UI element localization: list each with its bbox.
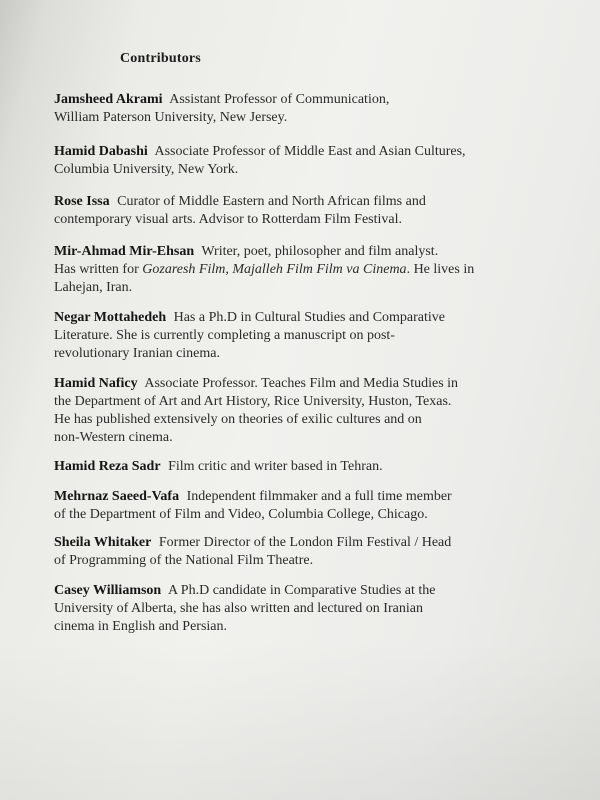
contributor-entry xyxy=(54,91,530,127)
entry-text: Associate Professor. Teaches Film and Media Studies in xyxy=(144,376,459,391)
contributor-name: Sheila Whitaker xyxy=(54,535,152,550)
entry-first-line xyxy=(54,243,530,261)
entry-text: A Ph.D candidate in Comparative Studies at the xyxy=(167,583,436,598)
entry-first-line xyxy=(54,488,530,506)
contributor-entry xyxy=(54,309,530,363)
entry-text: the Department of Art and Art History, Rice University, Huston, Texas. xyxy=(54,394,452,409)
entry-text: revolutionary Iranian cinema. xyxy=(54,346,220,361)
entry-text: Film critic and writer based in Tehran. xyxy=(168,459,383,474)
entry-text: University of Alberta, she has also written and lectured on Iranian xyxy=(54,601,423,616)
entry-text: Lahejan, Iran. xyxy=(54,280,133,295)
entry-text: of the Department of Film and Video, Columbia College, Chicago. xyxy=(54,507,428,522)
entry-first-line xyxy=(54,375,530,393)
entry-first-line xyxy=(54,309,530,327)
contributors-list xyxy=(54,91,530,636)
entry-first-line xyxy=(54,91,530,109)
contributor-name: Negar Mottahedeh xyxy=(54,310,167,325)
contributor-entry xyxy=(54,582,530,636)
contributor-name: Rose Issa xyxy=(54,194,110,209)
entry-first-line xyxy=(54,534,530,552)
entry-first-line xyxy=(54,143,530,161)
entry-text: Former Director of the London Film Festival / Head xyxy=(158,535,452,550)
contributor-entry xyxy=(54,243,530,297)
contributor-entry xyxy=(54,488,530,524)
entry-text: Has written for xyxy=(54,262,143,277)
entry-text: non-Western cinema. xyxy=(54,430,173,445)
entry-text: Independent filmmaker and a full time member xyxy=(186,489,452,504)
contributor-name: Jamsheed Akrami xyxy=(54,92,163,107)
entry-text: Has a Ph.D in Cultural Studies and Comparative xyxy=(173,310,446,325)
entry-text: contemporary visual arts. Advisor to Rotterdam Film Festival. xyxy=(54,212,403,227)
entry-text: William Paterson University, New Jersey. xyxy=(54,110,288,125)
contributor-name: Mir-Ahmad Mir-Ehsan xyxy=(54,244,195,259)
entry-text: of Programming of the National Film Theatre. xyxy=(54,553,314,568)
contributor-entry xyxy=(54,534,530,570)
entry-text: cinema in English and Persian. xyxy=(54,619,228,634)
contributor-name: Hamid Naficy xyxy=(54,376,138,391)
entry-text: . He lives in xyxy=(406,262,475,277)
entry-text: Assistant Professor of Communication, xyxy=(169,92,390,107)
entry-first-line xyxy=(54,193,530,211)
contributor-entry xyxy=(54,458,530,476)
entry-text: He has published extensively on theories of exilic cultures and on xyxy=(54,412,422,427)
contributor-name: Mehrnaz Saeed-Vafa xyxy=(54,489,180,504)
entry-text: Associate Professor of Middle East and Asian Cultures, xyxy=(154,144,466,159)
page-heading: Contributors xyxy=(120,51,201,66)
entry-text: Columbia University, New York. xyxy=(54,162,239,177)
contributor-name: Hamid Reza Sadr xyxy=(54,459,161,474)
entry-text: Curator of Middle Eastern and North African films and xyxy=(117,194,426,209)
publication-titles: Gozaresh Film, Majalleh Film Film va Cinema xyxy=(142,262,407,277)
entry-text: Literature. She is currently completing a manuscript on post- xyxy=(54,328,395,343)
entry-text: Writer, poet, philosopher and film analyst. xyxy=(201,244,439,259)
contributor-name: Hamid Dabashi xyxy=(54,144,148,159)
entry-first-line xyxy=(54,458,530,476)
entry-line xyxy=(54,261,530,279)
contributor-entry xyxy=(54,375,530,447)
contributor-entry xyxy=(54,143,530,179)
entry-first-line xyxy=(54,582,530,600)
contributor-name: Casey Williamson xyxy=(54,583,162,598)
contributor-entry xyxy=(54,193,530,229)
page-shadow xyxy=(0,640,600,800)
